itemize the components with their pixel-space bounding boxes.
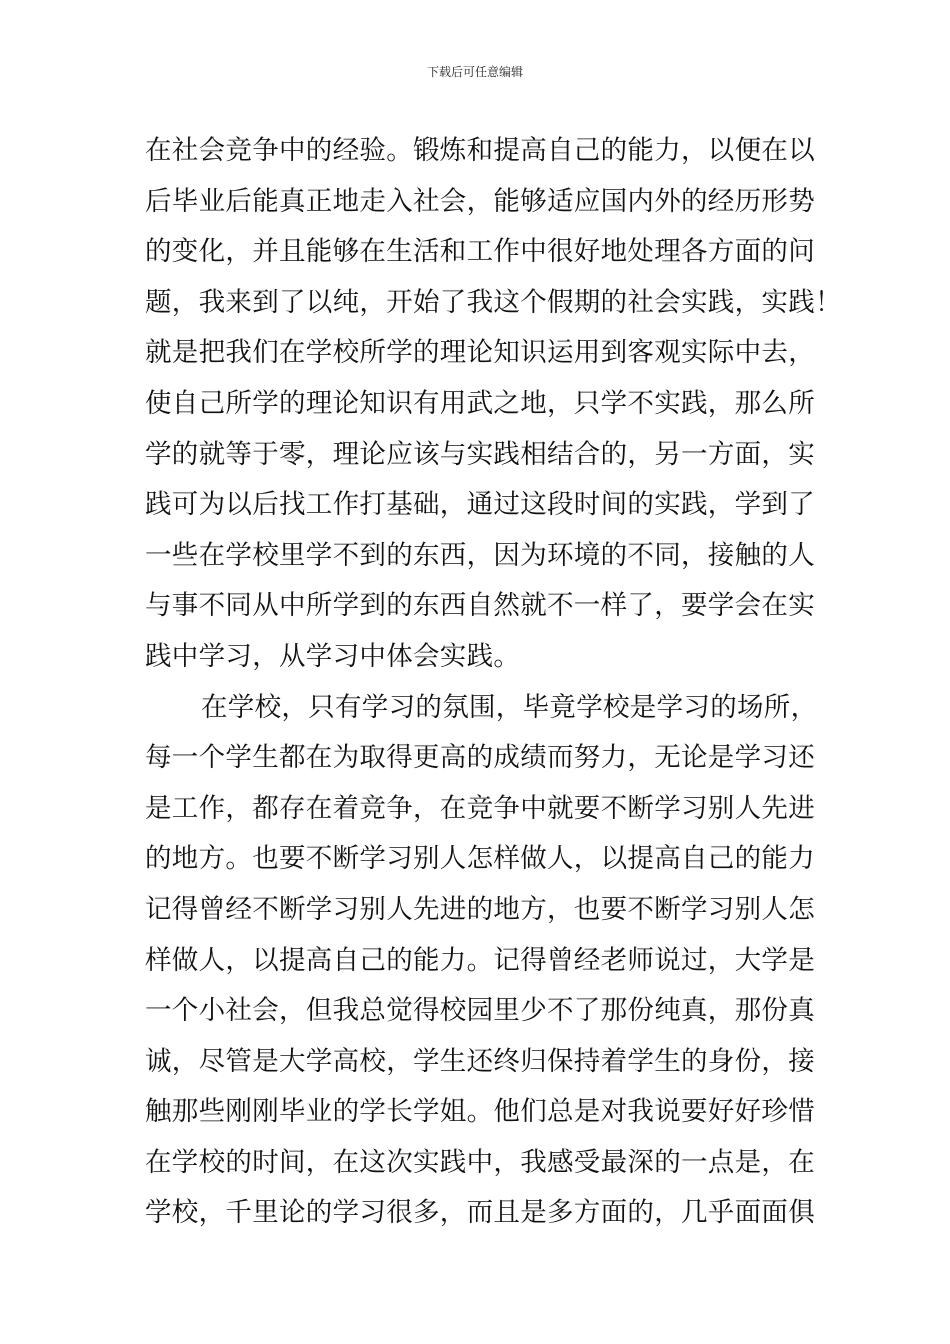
text-line: 是工作，都存在着竞争，在竞争中就要不断学习别人先进 (145, 792, 815, 824)
text-line: 每一个学生都在为取得更高的成绩而努力，无论是学习还 (145, 742, 815, 774)
text-line: 学校，千里论的学习很多，而且是多方面的，几乎面面俱 (145, 1197, 815, 1229)
text-line: 学的就等于零，理论应该与实践相结合的，另一方面，实 (145, 438, 815, 470)
text-line: 一些在学校里学不到的东西，因为环境的不同，接触的人 (145, 539, 815, 571)
text-line: 样做人，以提高自己的能力。记得曾经老师说过，大学是 (145, 944, 815, 976)
text-line: 一个小社会，但我总觉得校园里少不了那份纯真，那份真 (145, 995, 815, 1027)
text-line: 在社会竞争中的经验。锻炼和提高自己的能力，以便在以 (145, 135, 815, 166)
text-line: 使自己所学的理论知识有用武之地，只学不实践，那么所 (145, 387, 815, 419)
text-line: 记得曾经不断学习别人先进的地方，也要不断学习别人怎 (145, 893, 815, 925)
text-line: 题，我来到了以纯，开始了我这个假期的社会实践，实践！ (145, 286, 842, 318)
text-line: 触那些刚刚毕业的学长学姐。他们总是对我说要好好珍惜 (145, 1096, 815, 1128)
text-line: 在学校的时间，在这次实践中，我感受最深的一点是，在 (145, 1146, 815, 1178)
text-line: 的变化，并且能够在生活和工作中很好地处理各方面的问 (145, 236, 815, 268)
text-line: 践可为以后找工作打基础，通过这段时间的实践，学到了 (145, 489, 815, 521)
document-body (145, 126, 842, 1239)
text-line: 与事不同从中所学到的东西自然就不一样了，要学会在实 (145, 590, 815, 622)
page-header: 下载后可任意编辑 (426, 65, 523, 79)
text-line: 的地方。也要不断学习别人怎样做人，以提高自己的能力 (145, 843, 815, 875)
paragraph-start-line: 在学校，只有学习的氛围，毕竟学校是学习的场所， (201, 691, 818, 723)
text-line: 诚，尽管是大学高校，学生还终归保持着学生的身份，接 (145, 1045, 815, 1077)
text-line: 就是把我们在学校所学的理论知识运用到客观实际中去， (145, 337, 815, 369)
text-line: 践中学习，从学习中体会实践。 (145, 640, 521, 672)
text-line: 后毕业后能真正地走入社会，能够适应国内外的经历形势 (145, 185, 815, 217)
